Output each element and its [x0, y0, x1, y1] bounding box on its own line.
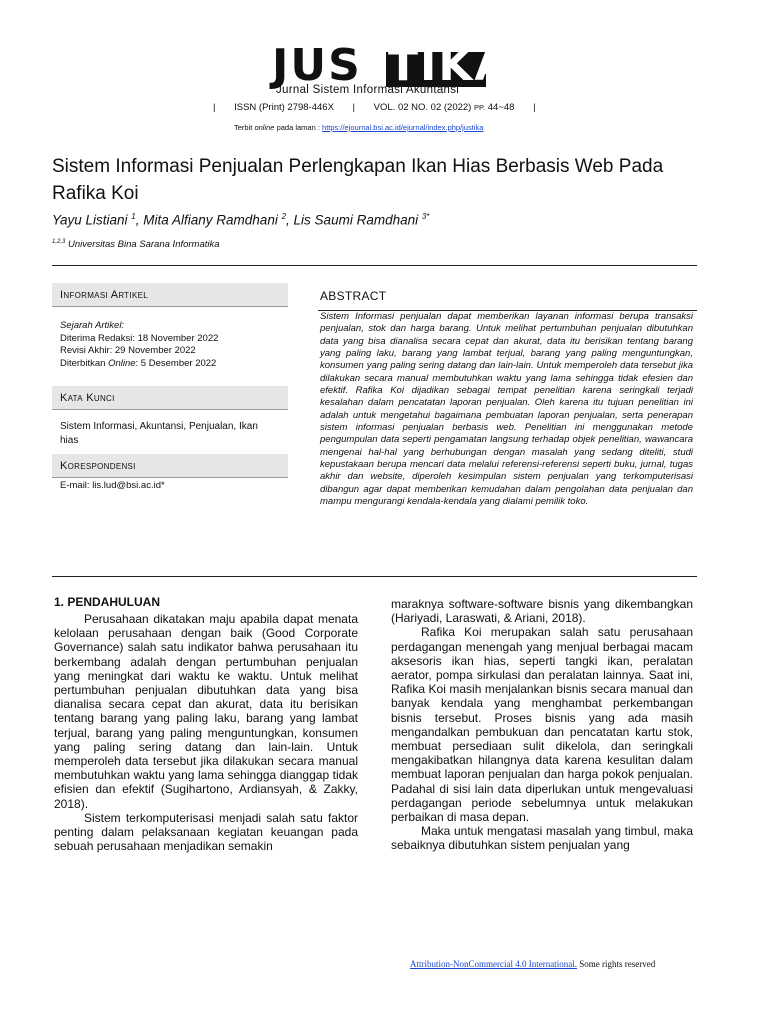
- author-list: [52, 212, 429, 228]
- body-paragraph: maraknya software-software bisnis yang dikembangkan (Hariyadi, Laraswati, & Ariani, 2018).: [391, 597, 693, 626]
- online-line: [234, 123, 483, 132]
- section-heading: 1. PENDAHULUAN: [54, 595, 161, 609]
- journal-name: Jurnal Sistem Informasi Akuntansi: [276, 84, 460, 96]
- author-separator: ,: [135, 212, 144, 228]
- article-history: [60, 320, 280, 370]
- keywords-heading: Kata Kunci: [52, 386, 288, 410]
- affiliation-mark: 1,2,3: [52, 239, 66, 245]
- body-paragraph: Perusahaan dikatakan maju apabila dapat menata kelolaan perusahaan dengan baik (Good Corporate Governance) salah satu indikator bahwa perusahaan itu berkembang adalah dengan pertumbuhan penjualan yang meningkat dari waktu ke waktu. Untuk melihat pertumbuhan penjualan dibutuhkan data yang bisa dianalisa secara cepat dan akurat, data itu berisikan tentang barang yang paling laku, barang yang lambat terjual, barang yang paling menguntungkan, konsumen yang paling sering datang dan lain-lain. Untuk memperoleh data tersebut jika dilakukan secara manual membutuhkan waktu yang lama sehingga dianggap tidak efisien dan efektif (Sugihartono, Ardiansyah, & Zakky, 2018).: [54, 612, 358, 811]
- author-name: Lis Saumi Ramdhani: [293, 212, 422, 228]
- pages-label: PP.: [474, 103, 486, 112]
- revised-date: Revisi Akhir: 29 November 2022: [60, 345, 196, 356]
- author-name: Yayu Listiani: [52, 212, 132, 228]
- published-date: Diterbitkan Online: 5 Desember 2022: [60, 357, 217, 369]
- affiliation-name: Universitas Bina Sarana Informatika: [68, 239, 220, 251]
- issn-number: ISSN (Print) 2798-446X: [234, 102, 334, 113]
- body-column-left: [54, 612, 358, 853]
- body-paragraph: Maka untuk mengatasi masalah yang timbul, maka sebaiknya dibutuhkan sistem penjualan yang: [391, 824, 693, 853]
- online-word: online: [254, 123, 275, 132]
- online-suffix: pada laman :: [276, 123, 320, 132]
- body-column-right: [391, 597, 693, 853]
- body-paragraph: Sistem terkomputerisasi menjadi salah satu faktor penting dalam pelaksanaan kegiatan keuangan pada sebuah perusahaan menjadikan semakin: [54, 810, 358, 854]
- issn-separator: |: [213, 102, 216, 113]
- abstract-bottom-divider: [52, 576, 697, 577]
- author-separator: ,: [286, 212, 294, 228]
- keywords: Sistem Informasi, Akuntansi, Penjualan, Ikan hias: [60, 421, 258, 446]
- issn-line: [213, 102, 536, 113]
- license-footer: [410, 959, 655, 969]
- logo-text-left: JUS: [272, 40, 362, 91]
- history-label: Sejarah Artikel:: [60, 320, 125, 331]
- journal-logo: [268, 40, 511, 100]
- volume-number: VOL. 02 NO. 02 (2022): [373, 102, 472, 113]
- info-heading: Informasi Artikel: [52, 283, 288, 307]
- abstract-heading: ABSTRACT: [320, 289, 387, 303]
- author-mark: 2: [281, 212, 287, 221]
- article-title: Sistem Informasi Penjualan Perlengkapan Ikan Hias Berbasis Web Pada Rafika Koi: [52, 156, 664, 204]
- rights-text: Some rights reserved: [576, 959, 656, 969]
- correspondence-heading: Korespondensi: [52, 454, 288, 478]
- author-name: Mita Alfiany Ramdhani: [143, 212, 282, 228]
- body-paragraph: Rafika Koi merupakan salah satu perusahaan perdagangan menengah yang menjual berbagai macam aksesoris ikan hias, seperti tangki ikan, peralatan aerator, pompa sirkulasi dan peralatan lainnya. Saat ini, Rafika Koi masih menjalankan bisnis secara manual dan banyak kendala yang menghambat perkembangan bisnis tersebut. Proses bisnis yang ada masih mengandalkan pembukuan dan pencatatan kartu stok, membuat persediaan sulit dikelola, dan seringkali mengakibatkan hilangnya data karena kesulitan dalam membuat laporan penjualan dan harga pokok penjualan. Padahal di sisi lain data diperlukan untuk mengevaluasi perdagangan periode sebelumnya untuk melakukan perbaikan di masa depan.: [391, 625, 693, 825]
- page-range: 44~48: [487, 102, 515, 113]
- author-mark: 1: [131, 212, 136, 221]
- author-mark: 3*: [421, 212, 430, 221]
- affiliation: [52, 239, 220, 250]
- journal-url-link[interactable]: https://ejournal.bsi.ac.id/ejurnal/index.php/justika: [322, 123, 484, 132]
- received-date: Diterima Redaksi: 18 November 2022: [60, 332, 219, 344]
- online-prefix: Terbit: [234, 123, 253, 132]
- logo-text-right: TIKA: [388, 40, 511, 91]
- license-link[interactable]: Attribution-NonCommercial 4.0 International.: [410, 959, 577, 969]
- header-divider: [52, 265, 697, 266]
- correspondence-email: E-mail: lis.lud@bsi.ac.id*: [60, 480, 165, 491]
- issn-separator: |: [533, 102, 536, 113]
- abstract-text: Sistem Informasi penjualan dapat memberikan layanan informasi berupa transaksi penjualan, stok dan harga barang. Untuk melihat pertumbuhan penjualan dibutuhkan data yang bisa dianalisa secara cepat dan akurat, data itu berisikan tentang barang yang paling laku, barang yang lambat terjual, barang yang paling menguntungkan, konsumen yang paling sering datang dan lain-lain. Untuk memperoleh data tersebut jika dilakukan secara manual membutuhkan waktu yang lama sehingga tidak efesien dan efektif. Rafika Koi dijadikan sebagai tempat penelitian karena seringkali terjadi kesalahan dalam pencatatan laporan penjualan. Oleh karena itu tujuan penelitian ini adalah untuk mengetahui bagaimana pembuatan laporan penjualan, serta penerapan sistem informasi penjualan berbasis web. Penelitian ini menggunakan metode pengumpulan data seperti pengamatan langsung terhadap objek penelitian, wawancara mengenai hal-hal yang berhubungan dengan masalah yang sedang diteliti, studi kepustakaan berupa mencari data melalui referensi-referensi seperti buku, jurnal, tugas akhir dan website, diperoleh kesimpulan sistem penjualan yang terkomputerisasi dibangun agar dapat memberikan kemudahan dalam pengolahan data penjualan dan mampu mengurangi kendala-kendala yang dialami pemilik toko.: [320, 311, 693, 508]
- issn-separator: |: [352, 102, 356, 113]
